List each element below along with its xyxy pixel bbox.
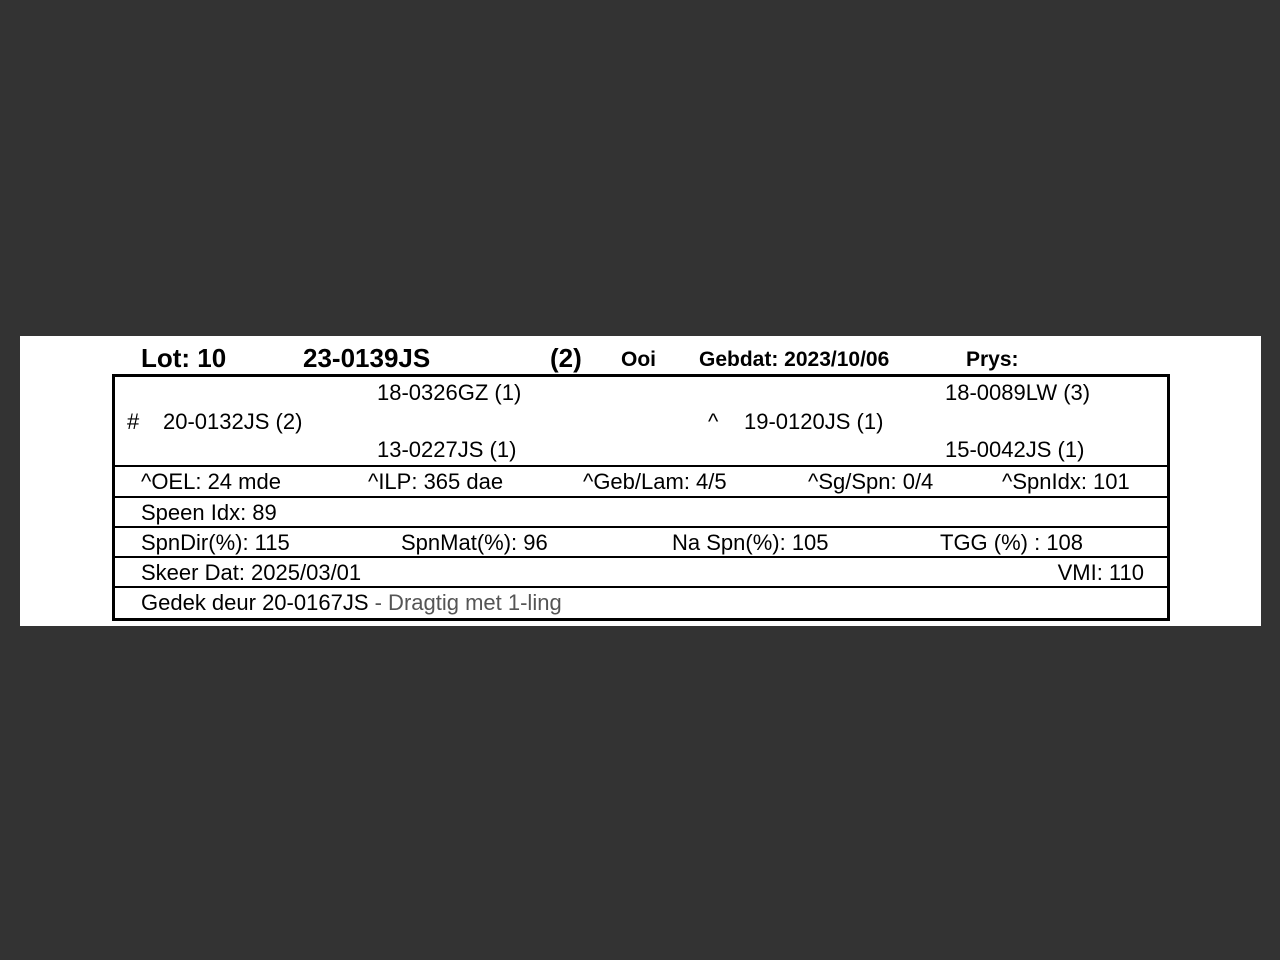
info-table bbox=[112, 374, 1170, 621]
animal-sex: Ooi bbox=[621, 348, 656, 371]
spn-mat: SpnMat(%): 96 bbox=[401, 530, 548, 555]
birth-date: Gebdat: 2023/10/06 bbox=[699, 348, 890, 371]
sire: 20-0132JS (2) bbox=[163, 409, 303, 434]
stat-oel: ^OEL: 24 mde bbox=[141, 469, 281, 494]
covered-by: Gedek deur 20-0167JS bbox=[141, 590, 369, 615]
tgg: TGG (%) : 108 bbox=[940, 530, 1084, 555]
pregnancy-status: - Dragtig met 1-ling bbox=[368, 590, 562, 615]
lot-card bbox=[20, 336, 1261, 626]
shear-date: Skeer Dat: 2025/03/01 bbox=[141, 560, 362, 585]
na-spn: Na Spn(%): 105 bbox=[672, 530, 829, 555]
animal-id: 23-0139JS bbox=[303, 343, 431, 373]
speen-row bbox=[115, 496, 1167, 526]
pedigree-block bbox=[115, 377, 1167, 465]
sire-marker: # bbox=[127, 409, 140, 434]
mating-info bbox=[141, 589, 562, 616]
price-label: Prys: bbox=[966, 348, 1019, 371]
dam-dam: 15-0042JS (1) bbox=[945, 437, 1085, 462]
spn-dir: SpnDir(%): 115 bbox=[141, 530, 290, 555]
sire-dam: 13-0227JS (1) bbox=[377, 437, 517, 462]
stat-sg-spn: ^Sg/Spn: 0/4 bbox=[808, 469, 934, 494]
mating-row bbox=[115, 586, 1167, 618]
weights-row bbox=[115, 526, 1167, 556]
speen-idx: Speen Idx: 89 bbox=[141, 500, 277, 525]
dam: 19-0120JS (1) bbox=[744, 409, 884, 434]
sire-sire: 18-0326GZ (1) bbox=[377, 380, 522, 405]
dam-marker: ^ bbox=[708, 409, 719, 434]
vmi: VMI: 110 bbox=[1057, 560, 1144, 585]
stat-ilp: ^ILP: 365 dae bbox=[368, 469, 504, 494]
animal-count: (2) bbox=[550, 343, 582, 373]
stat-geb-lam: ^Geb/Lam: 4/5 bbox=[583, 469, 727, 494]
shear-row bbox=[115, 556, 1167, 586]
stats-row bbox=[115, 465, 1167, 496]
dam-sire: 18-0089LW (3) bbox=[945, 380, 1091, 405]
lot-number: Lot: 10 bbox=[141, 343, 227, 373]
stat-spn-idx: ^SpnIdx: 101 bbox=[1002, 469, 1130, 494]
